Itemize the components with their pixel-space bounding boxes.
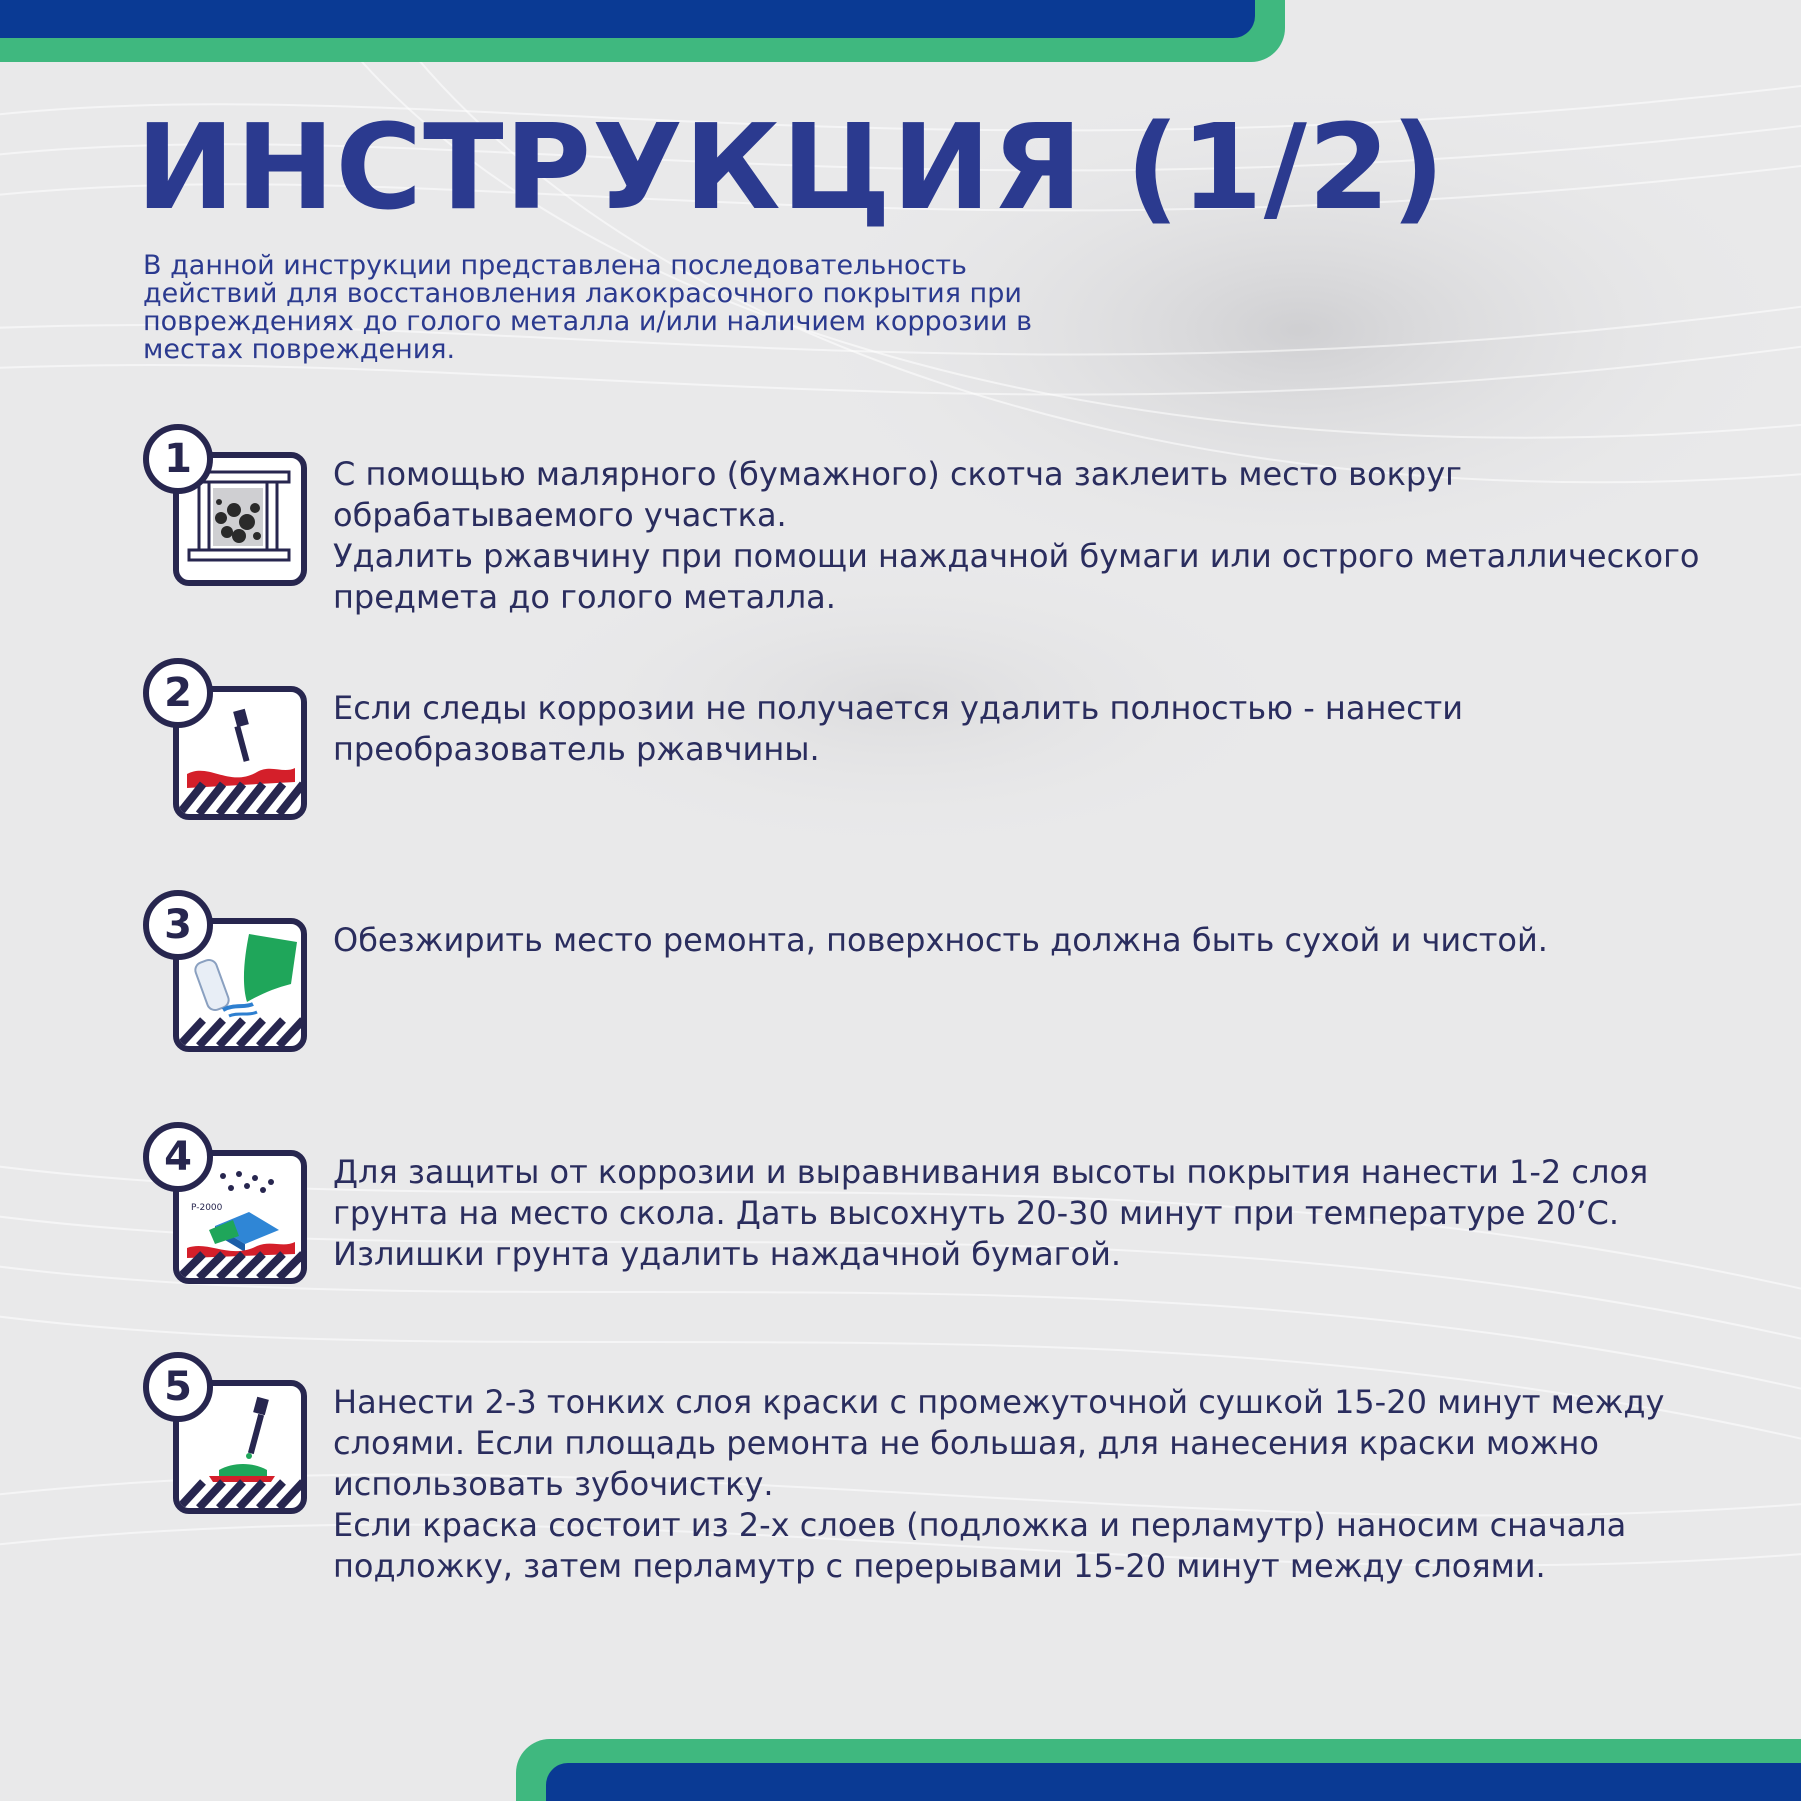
step-1 [143, 424, 1703, 614]
intro-text: В данной инструкции представлена последовательность действий для восстановления лакокрасочного покрытия при повреждениях до голого металла и/или наличием коррозии в местах повреждения. [143, 250, 1033, 365]
top-accent-bar-blue [0, 0, 1255, 38]
step-3-text [333, 920, 1723, 961]
step-5-line-2: Если краска состоит из 2-х слоев (подложка и перламутр) наносим сначала подложку, затем перламутр с перерывами 15-20 минут между слоями. [333, 1506, 1627, 1585]
step-5 [143, 1352, 1703, 1585]
step-4-text [333, 1152, 1723, 1275]
bottom-accent-bar-blue [546, 1763, 1801, 1801]
step-number-badge: 3 [143, 890, 213, 960]
step-5-line-1: Нанести 2-3 тонких слоя краски с промежуточной сушкой 15-20 минут между слоями. Если площадь ремонта не большая, для нанесения краски можно использовать зубочистку. [333, 1383, 1665, 1503]
step-3-line-1: Обезжирить место ремонта, поверхность должна быть сухой и чистой. [333, 921, 1548, 959]
p2000-label: P-2000 [191, 1203, 223, 1213]
step-1-text [333, 454, 1723, 618]
step-4-line-1: Для защиты от коррозии и выравнивания высоты покрытия нанести 1-2 слоя грунта на место скола. Дать высохнуть 20-30 минут при температуре 20’С. Излишки грунта удалить наждачной бумагой. [333, 1153, 1649, 1273]
step-2 [143, 658, 1703, 848]
step-number-badge: 2 [143, 658, 213, 728]
step-5-text [333, 1382, 1723, 1587]
page-title: ИНСТРУКЦИЯ (1/2) [136, 98, 1446, 236]
step-number-badge: 1 [143, 424, 213, 494]
step-3 [143, 890, 1703, 1080]
step-number-badge: 4 [143, 1122, 213, 1192]
step-1-line-1: С помощью малярного (бумажного) скотча заклеить место вокруг обрабатываемого участка. [333, 455, 1462, 534]
step-number-badge: 5 [143, 1352, 213, 1422]
step-4 [143, 1122, 1703, 1312]
step-2-line-1: Если следы коррозии не получается удалить полностью - нанести преобразователь ржавчины. [333, 689, 1464, 768]
step-1-line-2: Удалить ржавчину при помощи наждачной бумаги или острого металлического предмета до голого металла. [333, 537, 1700, 616]
step-2-text [333, 688, 1723, 770]
